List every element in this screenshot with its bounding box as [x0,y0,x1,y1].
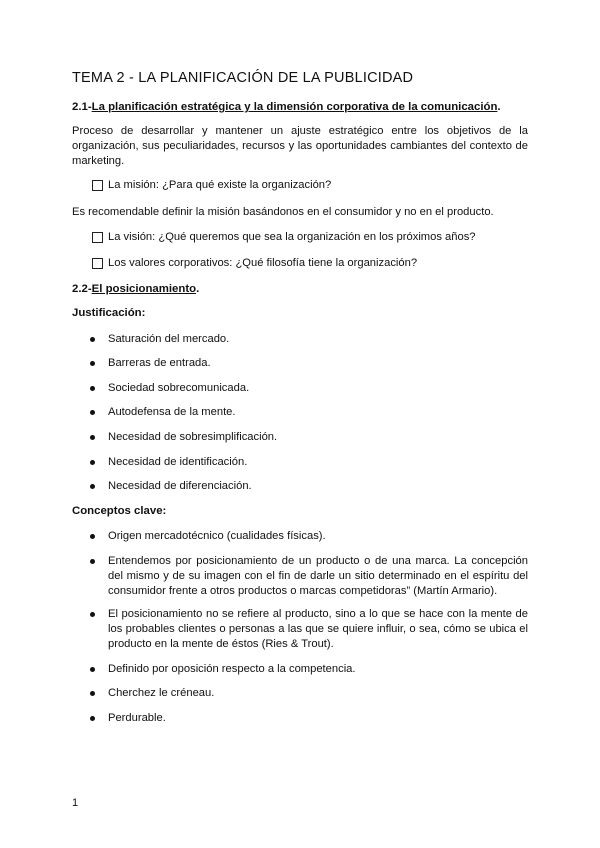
list-item: Cherchez le créneau. [90,686,528,701]
bullet-icon [90,460,95,465]
list-item: Autodefensa de la mente. [90,405,528,420]
list-item: Barreras de entrada. [90,356,528,371]
section-title: El posicionamiento [91,283,197,295]
list-item: Definido por oposición respecto a la competencia. [90,662,528,677]
list-item: Origen mercadotécnico (cualidades físicas). [90,529,528,544]
list-item: Entendemos por posicionamiento de un producto o de una marca. La concepción del mismo y de su imagen con el fin de darle un sitio determinado en el espíritu del consumidor frente a otros productos o marcas competidoras” (Martín Armario). [90,554,528,599]
paragraph-recommendation: Es recomendable definir la misión basándonos en el consumidor y no en el producto. [72,206,494,218]
bullet-icon [90,716,95,721]
bullet-icon [90,386,95,391]
checkbox-icon [92,232,103,243]
bullet-icon [90,361,95,366]
list-item: Necesidad de sobresimplificación. [90,430,528,445]
bullet-icon [90,612,95,617]
checkbox-icon [92,180,103,191]
checkbox-icon [92,258,103,269]
section-2-2-heading: 2.2-El posicionamiento. [72,283,200,295]
list-item: Sociedad sobrecomunicada. [90,381,528,396]
checkbox-item-mision: La misión: ¿Para qué existe la organización? [92,179,331,191]
list-item: Necesidad de identificación. [90,455,528,470]
justificacion-heading: Justificación: [72,307,146,319]
paragraph-definition: Proceso de desarrollar y mantener un ajuste estratégico entre los objetivos de la organización, sus peculiaridades, recursos y las oportunidades cambiantes del contexto de marketing. [72,125,528,167]
list-item: Saturación del mercado. [90,332,528,347]
bullet-icon [90,691,95,696]
list-item: Necesidad de diferenciación. [90,479,528,494]
section-2-1-heading: 2.1-La planificación estratégica y la dimensión corporativa de la comunicación. [72,101,501,113]
checkbox-item-vision: La visión: ¿Qué queremos que sea la organización en los próximos años? [92,231,476,243]
bullet-icon [90,559,95,564]
page-title: TEMA 2 - LA PLANIFICACIÓN DE LA PUBLICIDAD [72,70,414,86]
section-number: 2.2- [72,283,92,295]
bullet-icon [90,667,95,672]
list-item: El posicionamiento no se refiere al producto, sino a lo que se hace con la mente de los probables clientes o personas a las que se quiere influir, o sea, cómo se ubica el producto en la mente de éstos (Ries & Trout). [90,607,528,652]
bullet-icon [90,484,95,489]
bullet-icon [90,337,95,342]
bullet-icon [90,534,95,539]
section-title: La planificación estratégica y la dimensión corporativa de la comunicación [91,101,498,113]
checkbox-item-valores: Los valores corporativos: ¿Qué filosofía tiene la organización? [92,257,417,269]
section-number: 2.1- [72,101,92,113]
page-number: 1 [72,797,79,809]
bullet-icon [90,410,95,415]
list-item: Perdurable. [90,711,528,726]
bullet-icon [90,435,95,440]
conceptos-heading: Conceptos clave: [72,505,167,517]
